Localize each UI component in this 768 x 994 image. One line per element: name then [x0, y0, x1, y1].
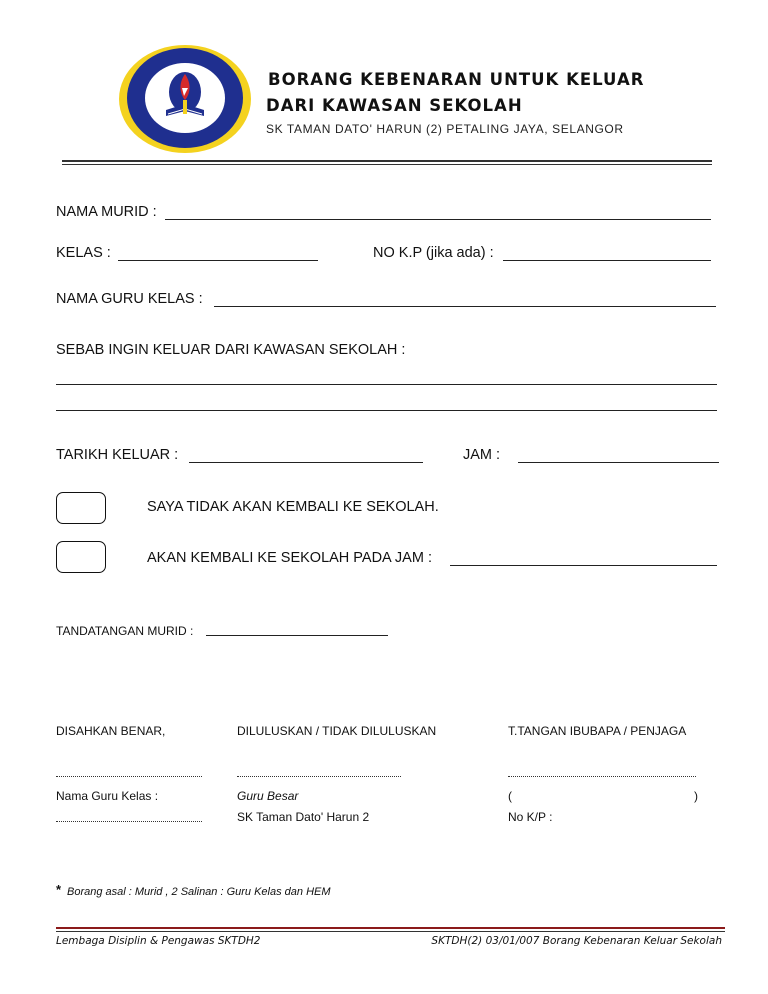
label-tandatangan-murid: TANDATANGAN MURID : [56, 624, 194, 638]
kelas-field[interactable] [118, 246, 318, 261]
footer-right: SKTDH(2) 03/01/007 Borang Kebenaran Keluar Sekolah [431, 935, 722, 947]
label-kelas: KELAS : [56, 245, 111, 261]
footer-rule-2 [56, 931, 725, 932]
form-title-line2: DARI KAWASAN SEKOLAH [266, 96, 523, 115]
tandatangan-murid-field[interactable] [206, 623, 388, 636]
header-divider-2 [62, 164, 712, 165]
paren-open: ( [508, 789, 512, 803]
header-divider [62, 160, 712, 162]
label-nama-murid: NAMA MURID : [56, 204, 157, 220]
checkbox-akan-kembali[interactable] [56, 541, 106, 573]
label-school-short: SK Taman Dato' Harun 2 [237, 810, 370, 824]
sebab-field-line1[interactable] [56, 370, 717, 385]
note-asterisk: * [56, 882, 62, 897]
sebab-field-line2[interactable] [56, 396, 717, 411]
signature-line-guru-besar[interactable] [237, 768, 401, 777]
tarikh-keluar-field[interactable] [189, 448, 423, 463]
signature-line-ibubapa[interactable] [508, 768, 696, 777]
nama-murid-field[interactable] [165, 205, 711, 220]
signature-line-guru-kelas[interactable] [56, 768, 202, 777]
heading-diluluskan: DILULUSKAN / TIDAK DILULUSKAN [237, 724, 437, 738]
label-tarikh-keluar: TARIKH KELUAR : [56, 447, 179, 463]
label-no-kp-ibubapa: No K/P : [508, 810, 553, 824]
option-tidak-kembali-label: SAYA TIDAK AKAN KEMBALI KE SEKOLAH. [147, 499, 439, 515]
guru-kelas-name-line[interactable] [56, 813, 202, 822]
akan-kembali-jam-field[interactable] [450, 551, 717, 566]
checkbox-tidak-kembali[interactable] [56, 492, 106, 524]
form-title-line1: BORANG KEBENARAN UNTUK KELUAR [268, 70, 645, 89]
school-logo [118, 44, 252, 154]
footer-left: Lembaga Disiplin & Pengawas SKTDH2 [56, 935, 261, 947]
note-text: Borang asal : Murid , 2 Salinan : Guru Kelas dan HEM [67, 886, 331, 898]
label-nama-guru-kelas-sign: Nama Guru Kelas : [56, 789, 159, 803]
paren-close: ) [694, 789, 698, 803]
heading-disahkan-benar: DISAHKAN BENAR, [56, 724, 166, 738]
label-no-kp: NO K.P (jika ada) : [373, 245, 494, 261]
option-akan-kembali-label: AKAN KEMBALI KE SEKOLAH PADA JAM : [147, 550, 432, 566]
jam-field[interactable] [518, 448, 719, 463]
heading-tangan-ibubapa: T.TANGAN IBUBAPA / PENJAGA [508, 724, 687, 738]
label-guru-besar: Guru Besar [237, 789, 299, 803]
footer-rule [56, 927, 725, 929]
label-jam: JAM : [463, 447, 501, 463]
label-nama-guru-kelas: NAMA GURU KELAS : [56, 291, 203, 307]
nama-guru-kelas-field[interactable] [214, 292, 716, 307]
school-name: SK TAMAN DATO' HARUN (2) PETALING JAYA, SELANGOR [266, 122, 624, 136]
school-crest-icon [118, 44, 252, 154]
no-kp-field[interactable] [503, 246, 711, 261]
label-sebab: SEBAB INGIN KELUAR DARI KAWASAN SEKOLAH : [56, 342, 406, 358]
